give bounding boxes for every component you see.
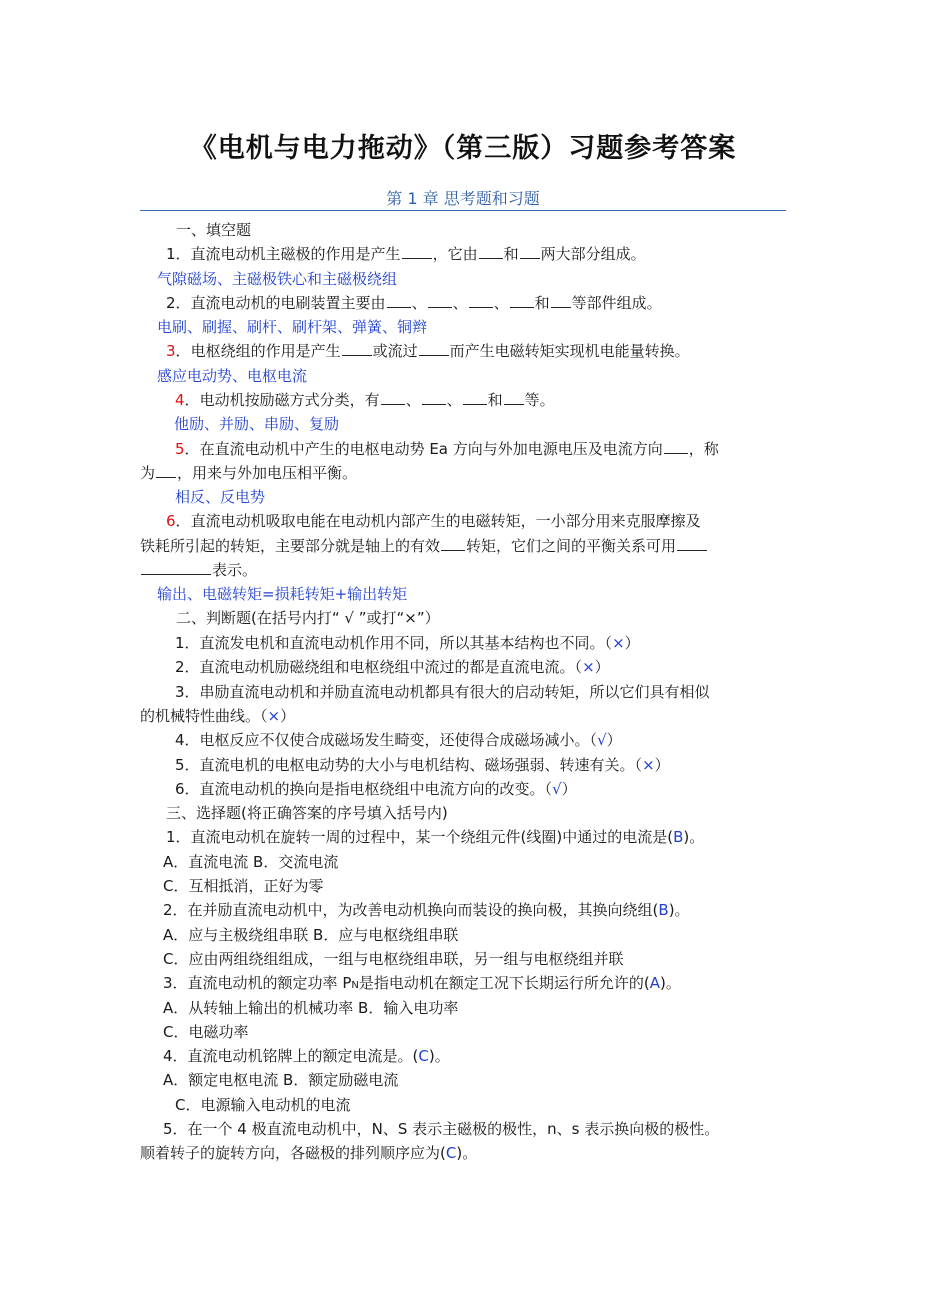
section-heading-true-false: 二、判断题(在括号内打“ √ ”或打“×”） (176, 609, 440, 627)
question-5-line-1: 5．在直流电动机中产生的电枢电动势 Ea 方向与外加电源电压及电流方向 ，称 (175, 440, 719, 458)
answer-blank (402, 243, 432, 259)
answer-blank (504, 389, 524, 405)
tf-item-6: 6．直流电动机的换向是指电枢绕组中电流方向的改变。（√） (175, 780, 577, 798)
answer-blank (551, 292, 571, 308)
choice-options-2b: C．应由两组绕组组成，一组与电枢绕组串联，另一组与电枢绕组并联 (163, 950, 624, 968)
answer-blank (422, 389, 446, 405)
choice-answer: A (649, 974, 660, 992)
answer-blank (342, 340, 372, 356)
tf-answer: √ (552, 780, 562, 798)
tf-item-1: 1．直流发电机和直流电动机作用不同，所以其基本结构也不同。（×） (175, 634, 640, 652)
tf-item-2: 2．直流电动机励磁绕组和电枢绕组中流过的都是直流电流。（×） (175, 658, 610, 676)
answer-blank (428, 292, 452, 308)
choice-answer: B (658, 901, 669, 919)
question-6-line-2: 铁耗所引起的转矩，主要部分就是轴上的有效 转矩，它们之间的平衡关系可用 (140, 535, 708, 557)
choice-options-4a: A．额定电枢电流 B．额定励磁电流 (163, 1071, 399, 1089)
section-heading-multiple-choice: 三、选择题(将正确答案的序号填入括号内) (166, 804, 448, 822)
choice-question-1: 1．直流电动机在旋转一周的过程中，某一个绕组元件(线圈)中通过的电流是(B)。 (166, 828, 705, 846)
answer-blank (419, 340, 449, 356)
answer-blank (664, 438, 688, 454)
answer-blank (469, 292, 493, 308)
answer-blank (387, 292, 411, 308)
tf-item-4: 4．电枢反应不仅使合成磁场发生畸变，还使得合成磁场减小。（√） (175, 731, 622, 749)
question-4: 4．电动机按励磁方式分类，有 、 、 和 等。 (175, 391, 555, 409)
choice-question-2: 2．在并励直流电动机中，为改善电动机换向而装设的换向极，其换向绕组(B)。 (163, 901, 690, 919)
answer-1: 气隙磁场、主磁极铁心和主磁极绕组 (157, 270, 398, 288)
answer-blank (441, 535, 465, 551)
choice-options-4b: C．电源输入电动机的电流 (175, 1096, 351, 1114)
choice-answer: B (673, 828, 684, 846)
tf-answer: √ (597, 731, 607, 749)
answer-5: 相反、反电势 (175, 488, 266, 506)
answer-4: 他励、并励、串励、复励 (174, 415, 340, 433)
choice-options-1a: A．直流电流 B．交流电流 (163, 853, 339, 871)
choice-question-3: 3．直流电动机的额定功率 PN是指电动机在额定工况下长期运行所允许的(A)。 (163, 974, 681, 992)
answer-6: 输出、电磁转矩=损耗转矩+输出转矩 (157, 585, 408, 603)
choice-answer: C (418, 1047, 429, 1065)
section-heading-fill-in: 一、填空题 (176, 221, 252, 239)
question-1: 1．直流电动机主磁极的作用是产生 ，它由 和 两大部分组成。 (166, 245, 646, 263)
answer-blank (141, 559, 211, 575)
question-3: 3．电枢绕组的作用是产生 或流过 而产生电磁转矩实现机电能量转换。 (166, 342, 690, 360)
choice-question-5-line-2: 顺着转子的旋转方向，各磁极的排列顺序应为(C)。 (140, 1144, 478, 1162)
tf-answer: × (612, 634, 625, 652)
tf-answer: × (642, 756, 655, 774)
answer-2: 电刷、刷握、刷杆、刷杆架、弹簧、铜辫 (157, 318, 428, 336)
answer-blank (463, 389, 487, 405)
choice-answer: C (445, 1144, 457, 1162)
tf-answer: × (267, 707, 281, 725)
document-title: 《电机与电力拖动》（第三版）习题参考答案 (189, 133, 737, 164)
answer-blank (479, 243, 503, 259)
chapter-heading: 第 1 章 思考题和习题 (386, 189, 540, 208)
tf-item-3-line-2: 的机械特性曲线。（×） (140, 707, 296, 725)
answer-blank (156, 462, 176, 478)
choice-question-4: 4．直流电动机铭牌上的额定电流是。(C)。 (163, 1047, 450, 1065)
question-6-line-1: 6．直流电动机吸取电能在电动机内部产生的电磁转矩，一小部分用来克服摩擦及 (166, 512, 701, 530)
choice-options-3a: A．从转轴上输出的机械功率 B．输入电功率 (163, 999, 459, 1017)
answer-blank (520, 243, 540, 259)
answer-blank (677, 535, 707, 551)
choice-options-2a: A．应与主极绕组串联 B．应与电枢绕组串联 (163, 926, 459, 944)
answer-blank (381, 389, 405, 405)
tf-item-5: 5．直流电机的电枢电动势的大小与电机结构、磁场强弱、转速有关。（×） (175, 756, 670, 774)
choice-options-1b: C．互相抵消，正好为零 (163, 877, 324, 895)
heading-rule (140, 210, 786, 211)
question-6-line-3: 表示。 (140, 559, 257, 581)
choice-options-3b: C．电磁功率 (163, 1023, 249, 1041)
choice-question-5-line-1: 5．在一个 4 极直流电动机中，N、S 表示主磁极的极性，n、s 表示换向极的极性。 (163, 1120, 720, 1138)
tf-item-3-line-1: 3．串励直流电动机和并励直流电动机都具有很大的启动转矩，所以它们具有相似 (175, 683, 710, 701)
question-5-line-2: 为 ，用来与外加电压相平衡。 (140, 464, 358, 482)
question-2: 2．直流电动机的电刷装置主要由 、 、 、 和 等部件组成。 (166, 294, 662, 312)
answer-blank (510, 292, 534, 308)
answer-3: 感应电动势、电枢电流 (157, 367, 308, 385)
tf-answer: × (582, 658, 595, 676)
